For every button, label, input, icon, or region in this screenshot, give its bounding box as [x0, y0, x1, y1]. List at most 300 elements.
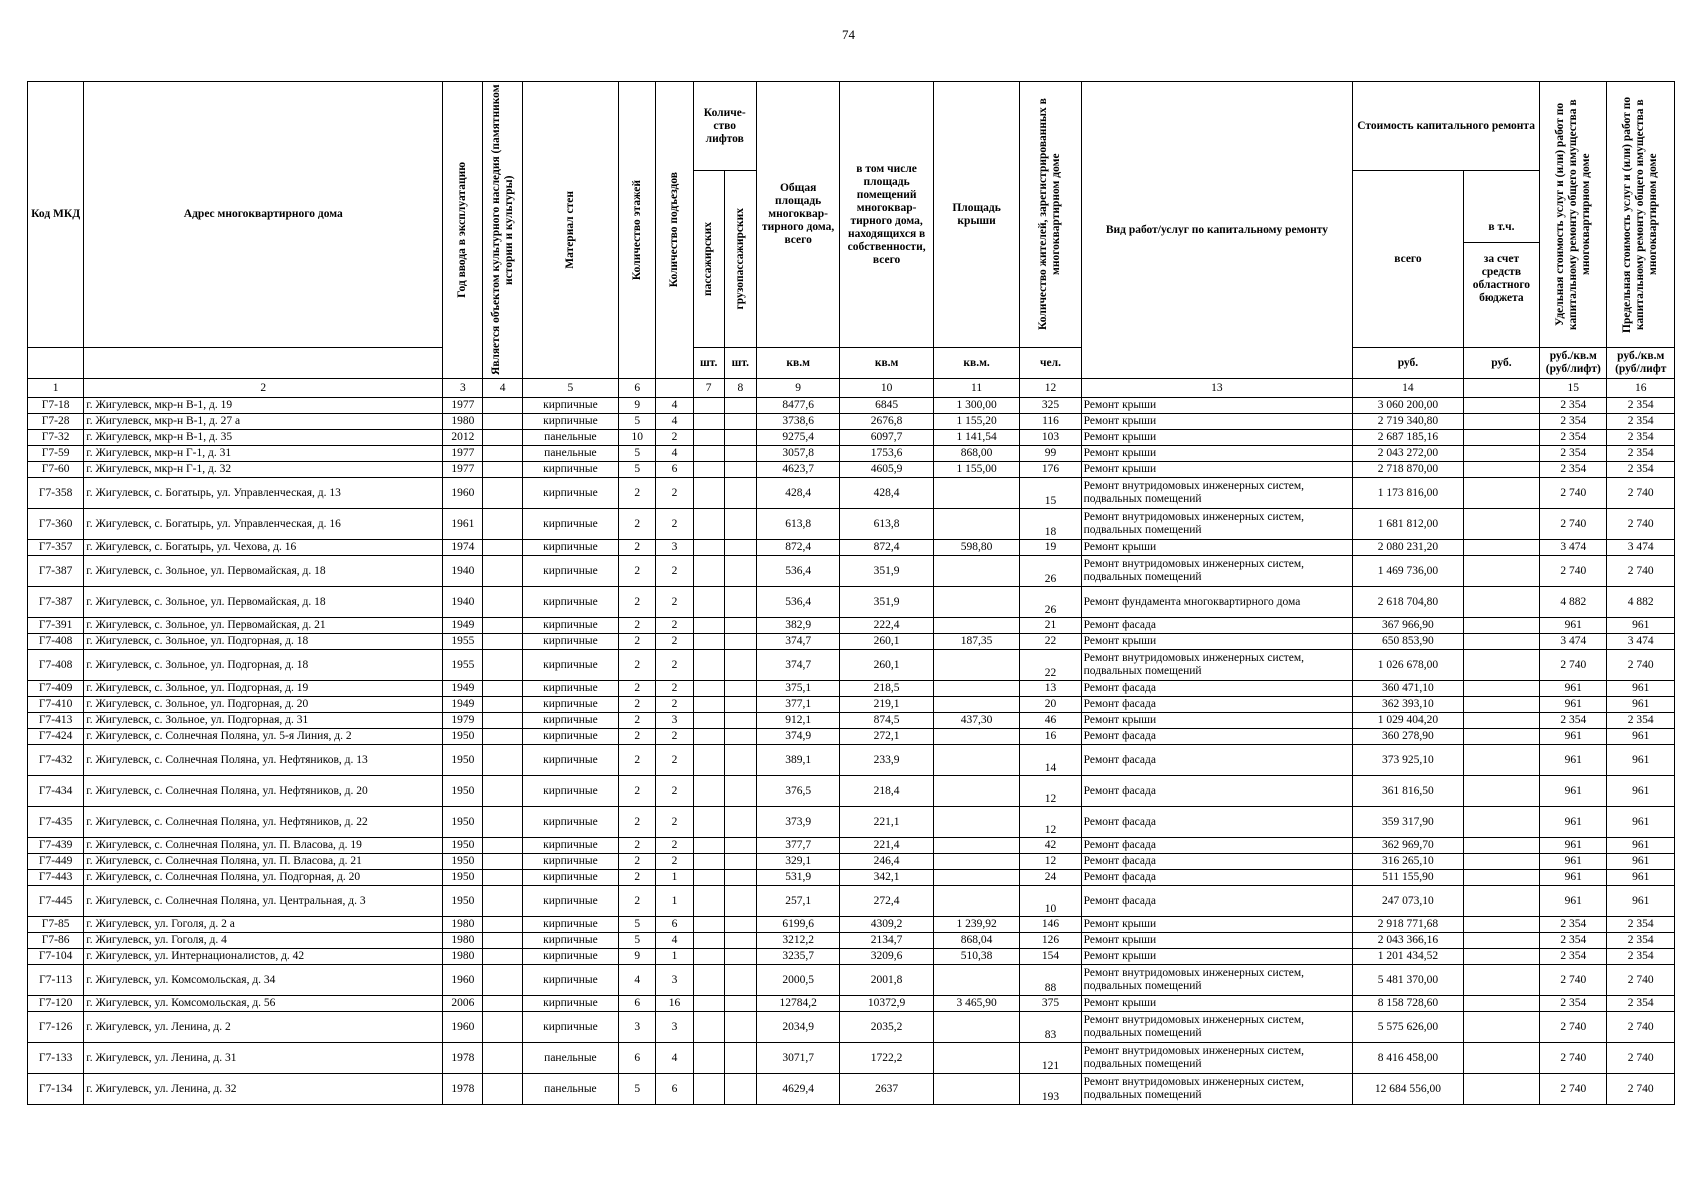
cell-unit-cost: 961 — [1540, 886, 1607, 917]
cell-heritage — [483, 776, 522, 807]
cell-total-area: 3212,2 — [756, 933, 839, 949]
cell-total-area: 2034,9 — [756, 1012, 839, 1043]
cell-work-type: Ремонт крыши — [1081, 446, 1352, 462]
cell-roof-area — [933, 886, 1019, 917]
col-number: 3 — [443, 379, 483, 398]
col-floors-header: Количество этажей — [619, 82, 656, 379]
cell-year: 1977 — [443, 398, 483, 414]
table-row — [28, 1074, 1675, 1105]
cell-entrances: 3 — [656, 1012, 693, 1043]
cell-passenger-lifts — [693, 854, 724, 870]
cell-address: г. Жигулевск, с. Солнечная Поляна, ул. Нефтяников, д. 22 — [84, 807, 443, 838]
cell-passenger-lifts — [693, 776, 724, 807]
col-number: 2 — [84, 379, 443, 398]
cell-cost-total: 360 278,90 — [1353, 729, 1464, 745]
cell-entrances: 2 — [656, 729, 693, 745]
cell-year: 1980 — [443, 949, 483, 965]
cell-work-type: Ремонт фасада — [1081, 681, 1352, 697]
cell-address: г. Жигулевск, с. Зольное, ул. Первомайская, д. 18 — [84, 587, 443, 618]
cell-owned-area: 10372,9 — [840, 996, 934, 1012]
cell-owned-area: 218,5 — [840, 681, 934, 697]
cell-unit-cost: 2 354 — [1540, 996, 1607, 1012]
cell-cost-total: 2 687 185,16 — [1353, 430, 1464, 446]
cell-max-cost: 961 — [1607, 886, 1675, 917]
col-roof-area-header: Площадь крыши — [933, 82, 1019, 348]
cell-roof-area — [933, 650, 1019, 681]
cell-cost-regional — [1463, 446, 1539, 462]
col-number: 9 — [756, 379, 839, 398]
cell-cost-total: 362 393,10 — [1353, 697, 1464, 713]
cell-cost-total: 359 317,90 — [1353, 807, 1464, 838]
cell-cost-total: 1 029 404,20 — [1353, 713, 1464, 729]
cell-floors: 2 — [619, 886, 656, 917]
cell-year: 1979 — [443, 713, 483, 729]
cell-passenger-lifts — [693, 1012, 724, 1043]
cell-year: 2006 — [443, 996, 483, 1012]
cell-owned-area: 260,1 — [840, 634, 934, 650]
cell-entrances: 2 — [656, 618, 693, 634]
cell-cost-total: 373 925,10 — [1353, 745, 1464, 776]
cell-owned-area: 2134,7 — [840, 933, 934, 949]
cell-heritage — [483, 1043, 522, 1074]
cell-cost-total: 2 718 870,00 — [1353, 462, 1464, 478]
cell-entrances: 6 — [656, 462, 693, 478]
cell-roof-area — [933, 1043, 1019, 1074]
cell-heritage — [483, 587, 522, 618]
cell-max-cost: 2 354 — [1607, 446, 1675, 462]
cell-heritage — [483, 745, 522, 776]
table-row — [28, 917, 1675, 933]
cell-work-type: Ремонт внутридомовых инженерных систем, подвальных помещений — [1081, 1043, 1352, 1074]
cell-address: г. Жигулевск, ул. Гоголя, д. 2 а — [84, 917, 443, 933]
cell-address: г. Жигулевск, с. Зольное, ул. Подгорная, д. 20 — [84, 697, 443, 713]
cell-cost-total: 2 043 366,16 — [1353, 933, 1464, 949]
cell-max-cost: 961 — [1607, 838, 1675, 854]
cell-roof-area — [933, 618, 1019, 634]
cell-code: Г7-104 — [28, 949, 84, 965]
cell-floors: 2 — [619, 556, 656, 587]
cell-material: кирпичные — [522, 556, 619, 587]
cell-roof-area — [933, 1074, 1019, 1105]
cell-code: Г7-409 — [28, 681, 84, 697]
cell-cargo-lifts — [724, 509, 756, 540]
cell-address: г. Жигулевск, с. Зольное, ул. Подгорная, д. 31 — [84, 713, 443, 729]
cell-residents: 22 — [1020, 634, 1081, 650]
cell-cost-total: 8 158 728,60 — [1353, 996, 1464, 1012]
cell-entrances: 2 — [656, 509, 693, 540]
cell-total-area: 2000,5 — [756, 965, 839, 996]
cell-unit-cost: 2 740 — [1540, 1074, 1607, 1105]
cell-code: Г7-32 — [28, 430, 84, 446]
cell-residents: 121 — [1020, 1043, 1081, 1074]
cell-passenger-lifts — [693, 398, 724, 414]
cell-total-area: 3071,7 — [756, 1043, 839, 1074]
col-number: 1 — [28, 379, 84, 398]
cell-roof-area: 1 239,92 — [933, 917, 1019, 933]
unit-owned-area: кв.м — [840, 348, 934, 379]
col-cost-group-header: Стоимость капитального ремонта — [1353, 82, 1540, 171]
cell-unit-cost: 961 — [1540, 870, 1607, 886]
cell-floors: 2 — [619, 807, 656, 838]
cell-year: 1980 — [443, 933, 483, 949]
cell-code: Г7-59 — [28, 446, 84, 462]
cell-roof-area — [933, 1012, 1019, 1043]
cell-floors: 2 — [619, 618, 656, 634]
table-row — [28, 587, 1675, 618]
cell-max-cost: 2 740 — [1607, 1074, 1675, 1105]
cell-roof-area — [933, 556, 1019, 587]
cell-heritage — [483, 838, 522, 854]
cell-roof-area — [933, 697, 1019, 713]
cell-residents: 154 — [1020, 949, 1081, 965]
cell-material: кирпичные — [522, 917, 619, 933]
cell-passenger-lifts — [693, 729, 724, 745]
cell-total-area: 374,7 — [756, 634, 839, 650]
cell-total-area: 373,9 — [756, 807, 839, 838]
cell-material: кирпичные — [522, 745, 619, 776]
cell-work-type: Ремонт крыши — [1081, 540, 1352, 556]
cell-heritage — [483, 414, 522, 430]
cell-material: кирпичные — [522, 933, 619, 949]
cell-entrances: 1 — [656, 949, 693, 965]
cell-cargo-lifts — [724, 745, 756, 776]
cell-floors: 2 — [619, 509, 656, 540]
cell-cost-regional — [1463, 509, 1539, 540]
cell-cost-regional — [1463, 949, 1539, 965]
cell-work-type: Ремонт фасада — [1081, 870, 1352, 886]
cell-address: г. Жигулевск, ул. Ленина, д. 2 — [84, 1012, 443, 1043]
cell-residents: 83 — [1020, 1012, 1081, 1043]
cell-entrances: 4 — [656, 398, 693, 414]
cell-floors: 3 — [619, 1012, 656, 1043]
cell-code: Г7-133 — [28, 1043, 84, 1074]
cell-material: кирпичные — [522, 650, 619, 681]
cell-passenger-lifts — [693, 933, 724, 949]
cell-address: г. Жигулевск, с. Зольное, ул. Первомайская, д. 21 — [84, 618, 443, 634]
cell-entrances: 2 — [656, 650, 693, 681]
cell-passenger-lifts — [693, 996, 724, 1012]
table-header — [28, 82, 1675, 379]
cell-heritage — [483, 854, 522, 870]
cell-code: Г7-413 — [28, 713, 84, 729]
cell-passenger-lifts — [693, 965, 724, 996]
cell-code: Г7-85 — [28, 917, 84, 933]
cell-code: Г7-120 — [28, 996, 84, 1012]
cell-max-cost: 2 740 — [1607, 478, 1675, 509]
cell-cost-total: 1 173 816,00 — [1353, 478, 1464, 509]
cell-heritage — [483, 446, 522, 462]
cell-residents: 22 — [1020, 650, 1081, 681]
cell-passenger-lifts — [693, 462, 724, 478]
cell-year: 1978 — [443, 1074, 483, 1105]
cell-residents: 21 — [1020, 618, 1081, 634]
cell-material: панельные — [522, 446, 619, 462]
unit-cost-total: руб. — [1353, 348, 1464, 379]
table-row — [28, 807, 1675, 838]
cell-cost-total: 2 080 231,20 — [1353, 540, 1464, 556]
cell-cost-total: 360 471,10 — [1353, 681, 1464, 697]
cell-entrances: 2 — [656, 807, 693, 838]
cell-cost-regional — [1463, 713, 1539, 729]
cell-material: панельные — [522, 1043, 619, 1074]
cell-work-type: Ремонт фасада — [1081, 838, 1352, 854]
table-row — [28, 509, 1675, 540]
cell-entrances: 2 — [656, 697, 693, 713]
cell-heritage — [483, 556, 522, 587]
cell-roof-area: 1 155,20 — [933, 414, 1019, 430]
cell-residents: 12 — [1020, 807, 1081, 838]
cell-floors: 6 — [619, 1043, 656, 1074]
col-number: 15 — [1540, 379, 1607, 398]
cell-address: г. Жигулевск, с. Солнечная Поляна, ул. Нефтяников, д. 20 — [84, 776, 443, 807]
cell-cost-regional — [1463, 478, 1539, 509]
cell-heritage — [483, 650, 522, 681]
cell-floors: 2 — [619, 587, 656, 618]
cell-unit-cost: 2 740 — [1540, 478, 1607, 509]
cell-address: г. Жигулевск, с. Зольное, ул. Подгорная, д. 18 — [84, 650, 443, 681]
cell-work-type: Ремонт крыши — [1081, 398, 1352, 414]
cell-cost-regional — [1463, 618, 1539, 634]
cell-cargo-lifts — [724, 776, 756, 807]
cell-cargo-lifts — [724, 478, 756, 509]
cell-entrances: 2 — [656, 776, 693, 807]
cell-cargo-lifts — [724, 618, 756, 634]
table-row — [28, 478, 1675, 509]
cell-code: Г7-449 — [28, 854, 84, 870]
cell-work-type: Ремонт фундамента многоквартирного дома — [1081, 587, 1352, 618]
cell-floors: 5 — [619, 933, 656, 949]
cell-cargo-lifts — [724, 729, 756, 745]
cell-year: 1940 — [443, 556, 483, 587]
cell-cost-total: 8 416 458,00 — [1353, 1043, 1464, 1074]
cell-total-area: 377,1 — [756, 697, 839, 713]
cell-address: г. Жигулевск, мкр-н Г-1, д. 31 — [84, 446, 443, 462]
cell-residents: 116 — [1020, 414, 1081, 430]
cell-max-cost: 2 354 — [1607, 398, 1675, 414]
cell-unit-cost: 2 354 — [1540, 446, 1607, 462]
cell-max-cost: 2 354 — [1607, 414, 1675, 430]
cell-material: кирпичные — [522, 1012, 619, 1043]
cell-floors: 2 — [619, 713, 656, 729]
cell-passenger-lifts — [693, 1043, 724, 1074]
cell-max-cost: 2 740 — [1607, 556, 1675, 587]
cell-roof-area: 1 300,00 — [933, 398, 1019, 414]
cell-address: г. Жигулевск, мкр-н В-1, д. 35 — [84, 430, 443, 446]
cell-floors: 2 — [619, 650, 656, 681]
cell-code: Г7-113 — [28, 965, 84, 996]
cell-cargo-lifts — [724, 713, 756, 729]
cell-max-cost: 2 354 — [1607, 949, 1675, 965]
col-number — [1463, 379, 1539, 398]
cell-residents: 13 — [1020, 681, 1081, 697]
col-cost-total-header: всего — [1353, 171, 1464, 348]
cell-cost-total: 2 918 771,68 — [1353, 917, 1464, 933]
cell-cargo-lifts — [724, 462, 756, 478]
cell-roof-area — [933, 965, 1019, 996]
cell-material: кирпичные — [522, 838, 619, 854]
cell-total-area: 374,7 — [756, 650, 839, 681]
cell-max-cost: 2 354 — [1607, 917, 1675, 933]
cell-floors: 10 — [619, 430, 656, 446]
col-passenger-header: пассажирских — [693, 171, 724, 348]
cell-code: Г7-445 — [28, 886, 84, 917]
cell-material: кирпичные — [522, 965, 619, 996]
cell-year: 1950 — [443, 838, 483, 854]
table-row — [28, 446, 1675, 462]
cell-max-cost: 2 740 — [1607, 1043, 1675, 1074]
cell-cargo-lifts — [724, 1043, 756, 1074]
cell-roof-area — [933, 838, 1019, 854]
cell-cost-total: 2 719 340,80 — [1353, 414, 1464, 430]
cell-entrances: 4 — [656, 446, 693, 462]
cell-year: 1977 — [443, 462, 483, 478]
cell-cost-regional — [1463, 838, 1539, 854]
cell-year: 1955 — [443, 650, 483, 681]
cell-work-type: Ремонт крыши — [1081, 996, 1352, 1012]
cell-entrances: 6 — [656, 917, 693, 933]
cell-address: г. Жигулевск, с. Солнечная Поляна, ул. Нефтяников, д. 13 — [84, 745, 443, 776]
col-owned-area-header: в том числе площадь помещений многоквар-тирного дома, находящихся в собственности, всего — [840, 82, 934, 348]
cell-year: 1950 — [443, 745, 483, 776]
table-row — [28, 854, 1675, 870]
cell-unit-cost: 4 882 — [1540, 587, 1607, 618]
cell-entrances: 2 — [656, 634, 693, 650]
cell-code: Г7-408 — [28, 634, 84, 650]
cell-address: г. Жигулевск, с. Богатырь, ул. Управленческая, д. 13 — [84, 478, 443, 509]
cell-work-type: Ремонт внутридомовых инженерных систем, подвальных помещений — [1081, 650, 1352, 681]
cell-code: Г7-86 — [28, 933, 84, 949]
cell-material: кирпичные — [522, 587, 619, 618]
cell-code: Г7-435 — [28, 807, 84, 838]
cell-code: Г7-358 — [28, 478, 84, 509]
cell-total-area: 536,4 — [756, 556, 839, 587]
cell-address: г. Жигулевск, ул. Комсомольская, д. 56 — [84, 996, 443, 1012]
cell-residents: 12 — [1020, 854, 1081, 870]
cell-unit-cost: 2 354 — [1540, 933, 1607, 949]
cell-unit-cost: 961 — [1540, 729, 1607, 745]
cell-year: 1949 — [443, 697, 483, 713]
table-row — [28, 965, 1675, 996]
table-row — [28, 697, 1675, 713]
cell-owned-area: 2676,8 — [840, 414, 934, 430]
table-row — [28, 540, 1675, 556]
cell-cost-regional — [1463, 634, 1539, 650]
cell-material: кирпичные — [522, 949, 619, 965]
cell-total-area: 912,1 — [756, 713, 839, 729]
cell-unit-cost: 2 740 — [1540, 965, 1607, 996]
cell-cost-total: 2 043 272,00 — [1353, 446, 1464, 462]
cell-entrances: 2 — [656, 854, 693, 870]
cell-code: Г7-134 — [28, 1074, 84, 1105]
cell-unit-cost: 961 — [1540, 681, 1607, 697]
col-unit-cost-header: Удельная стоимость услуг и (или) работ по капитальному ремонту общего имущества в многоквартирном доме — [1540, 82, 1607, 348]
cell-max-cost: 2 354 — [1607, 430, 1675, 446]
cell-address: г. Жигулевск, ул. Гоголя, д. 4 — [84, 933, 443, 949]
cell-heritage — [483, 697, 522, 713]
cell-cost-total: 2 618 704,80 — [1353, 587, 1464, 618]
cell-material: кирпичные — [522, 776, 619, 807]
table-row — [28, 414, 1675, 430]
cell-code: Г7-443 — [28, 870, 84, 886]
cell-unit-cost: 961 — [1540, 697, 1607, 713]
cell-cargo-lifts — [724, 949, 756, 965]
cell-year: 1950 — [443, 807, 483, 838]
cell-owned-area: 6097,7 — [840, 430, 934, 446]
cell-heritage — [483, 1074, 522, 1105]
cell-owned-area: 2001,8 — [840, 965, 934, 996]
cell-floors: 2 — [619, 729, 656, 745]
cell-owned-area: 1722,2 — [840, 1043, 934, 1074]
cell-code: Г7-387 — [28, 587, 84, 618]
cell-cargo-lifts — [724, 398, 756, 414]
cell-address: г. Жигулевск, с. Зольное, ул. Первомайская, д. 18 — [84, 556, 443, 587]
cell-year: 1950 — [443, 729, 483, 745]
cell-cost-total: 362 969,70 — [1353, 838, 1464, 854]
cell-address: г. Жигулевск, с. Солнечная Поляна, ул. Центральная, д. 3 — [84, 886, 443, 917]
cell-address: г. Жигулевск, ул. Интернационалистов, д. 42 — [84, 949, 443, 965]
cell-work-type: Ремонт внутридомовых инженерных систем, подвальных помещений — [1081, 509, 1352, 540]
cell-roof-area: 510,38 — [933, 949, 1019, 965]
cell-owned-area: 342,1 — [840, 870, 934, 886]
cell-unit-cost: 961 — [1540, 854, 1607, 870]
cell-cargo-lifts — [724, 587, 756, 618]
cell-max-cost: 2 740 — [1607, 1012, 1675, 1043]
cell-roof-area: 3 465,90 — [933, 996, 1019, 1012]
cell-material: кирпичные — [522, 618, 619, 634]
unit-passenger: шт. — [693, 348, 724, 379]
cell-heritage — [483, 933, 522, 949]
cell-cost-total: 650 853,90 — [1353, 634, 1464, 650]
cell-cargo-lifts — [724, 838, 756, 854]
cell-address: г. Жигулевск, с. Зольное, ул. Подгорная, д. 19 — [84, 681, 443, 697]
cell-heritage — [483, 729, 522, 745]
table-row — [28, 933, 1675, 949]
cell-passenger-lifts — [693, 681, 724, 697]
col-total-area-header: Общая площадь многоквар-тирного дома, всего — [756, 82, 839, 348]
cell-residents: 14 — [1020, 745, 1081, 776]
cell-residents: 10 — [1020, 886, 1081, 917]
cell-cost-regional — [1463, 745, 1539, 776]
cell-address: г. Жигулевск, мкр-н В-1, д. 27 а — [84, 414, 443, 430]
cell-heritage — [483, 949, 522, 965]
cell-total-area: 531,9 — [756, 870, 839, 886]
cell-passenger-lifts — [693, 713, 724, 729]
cell-year: 1960 — [443, 1012, 483, 1043]
cell-owned-area: 260,1 — [840, 650, 934, 681]
cell-total-area: 428,4 — [756, 478, 839, 509]
cell-roof-area: 1 141,54 — [933, 430, 1019, 446]
cell-code: Г7-360 — [28, 509, 84, 540]
cell-roof-area — [933, 478, 1019, 509]
cell-cost-regional — [1463, 933, 1539, 949]
cell-total-area: 376,5 — [756, 776, 839, 807]
cell-residents: 16 — [1020, 729, 1081, 745]
cell-heritage — [483, 1012, 522, 1043]
cell-address: г. Жигулевск, с. Солнечная Поляна, ул. Подгорная, д. 20 — [84, 870, 443, 886]
col-number: 7 — [693, 379, 724, 398]
cell-max-cost: 2 354 — [1607, 713, 1675, 729]
table-row — [28, 713, 1675, 729]
cell-roof-area: 187,35 — [933, 634, 1019, 650]
cell-cargo-lifts — [724, 556, 756, 587]
cell-cost-total: 361 816,50 — [1353, 776, 1464, 807]
cell-cost-regional — [1463, 398, 1539, 414]
cell-roof-area: 868,00 — [933, 446, 1019, 462]
cell-owned-area: 872,4 — [840, 540, 934, 556]
cell-work-type: Ремонт крыши — [1081, 462, 1352, 478]
cell-cost-regional — [1463, 540, 1539, 556]
cell-max-cost: 961 — [1607, 618, 1675, 634]
